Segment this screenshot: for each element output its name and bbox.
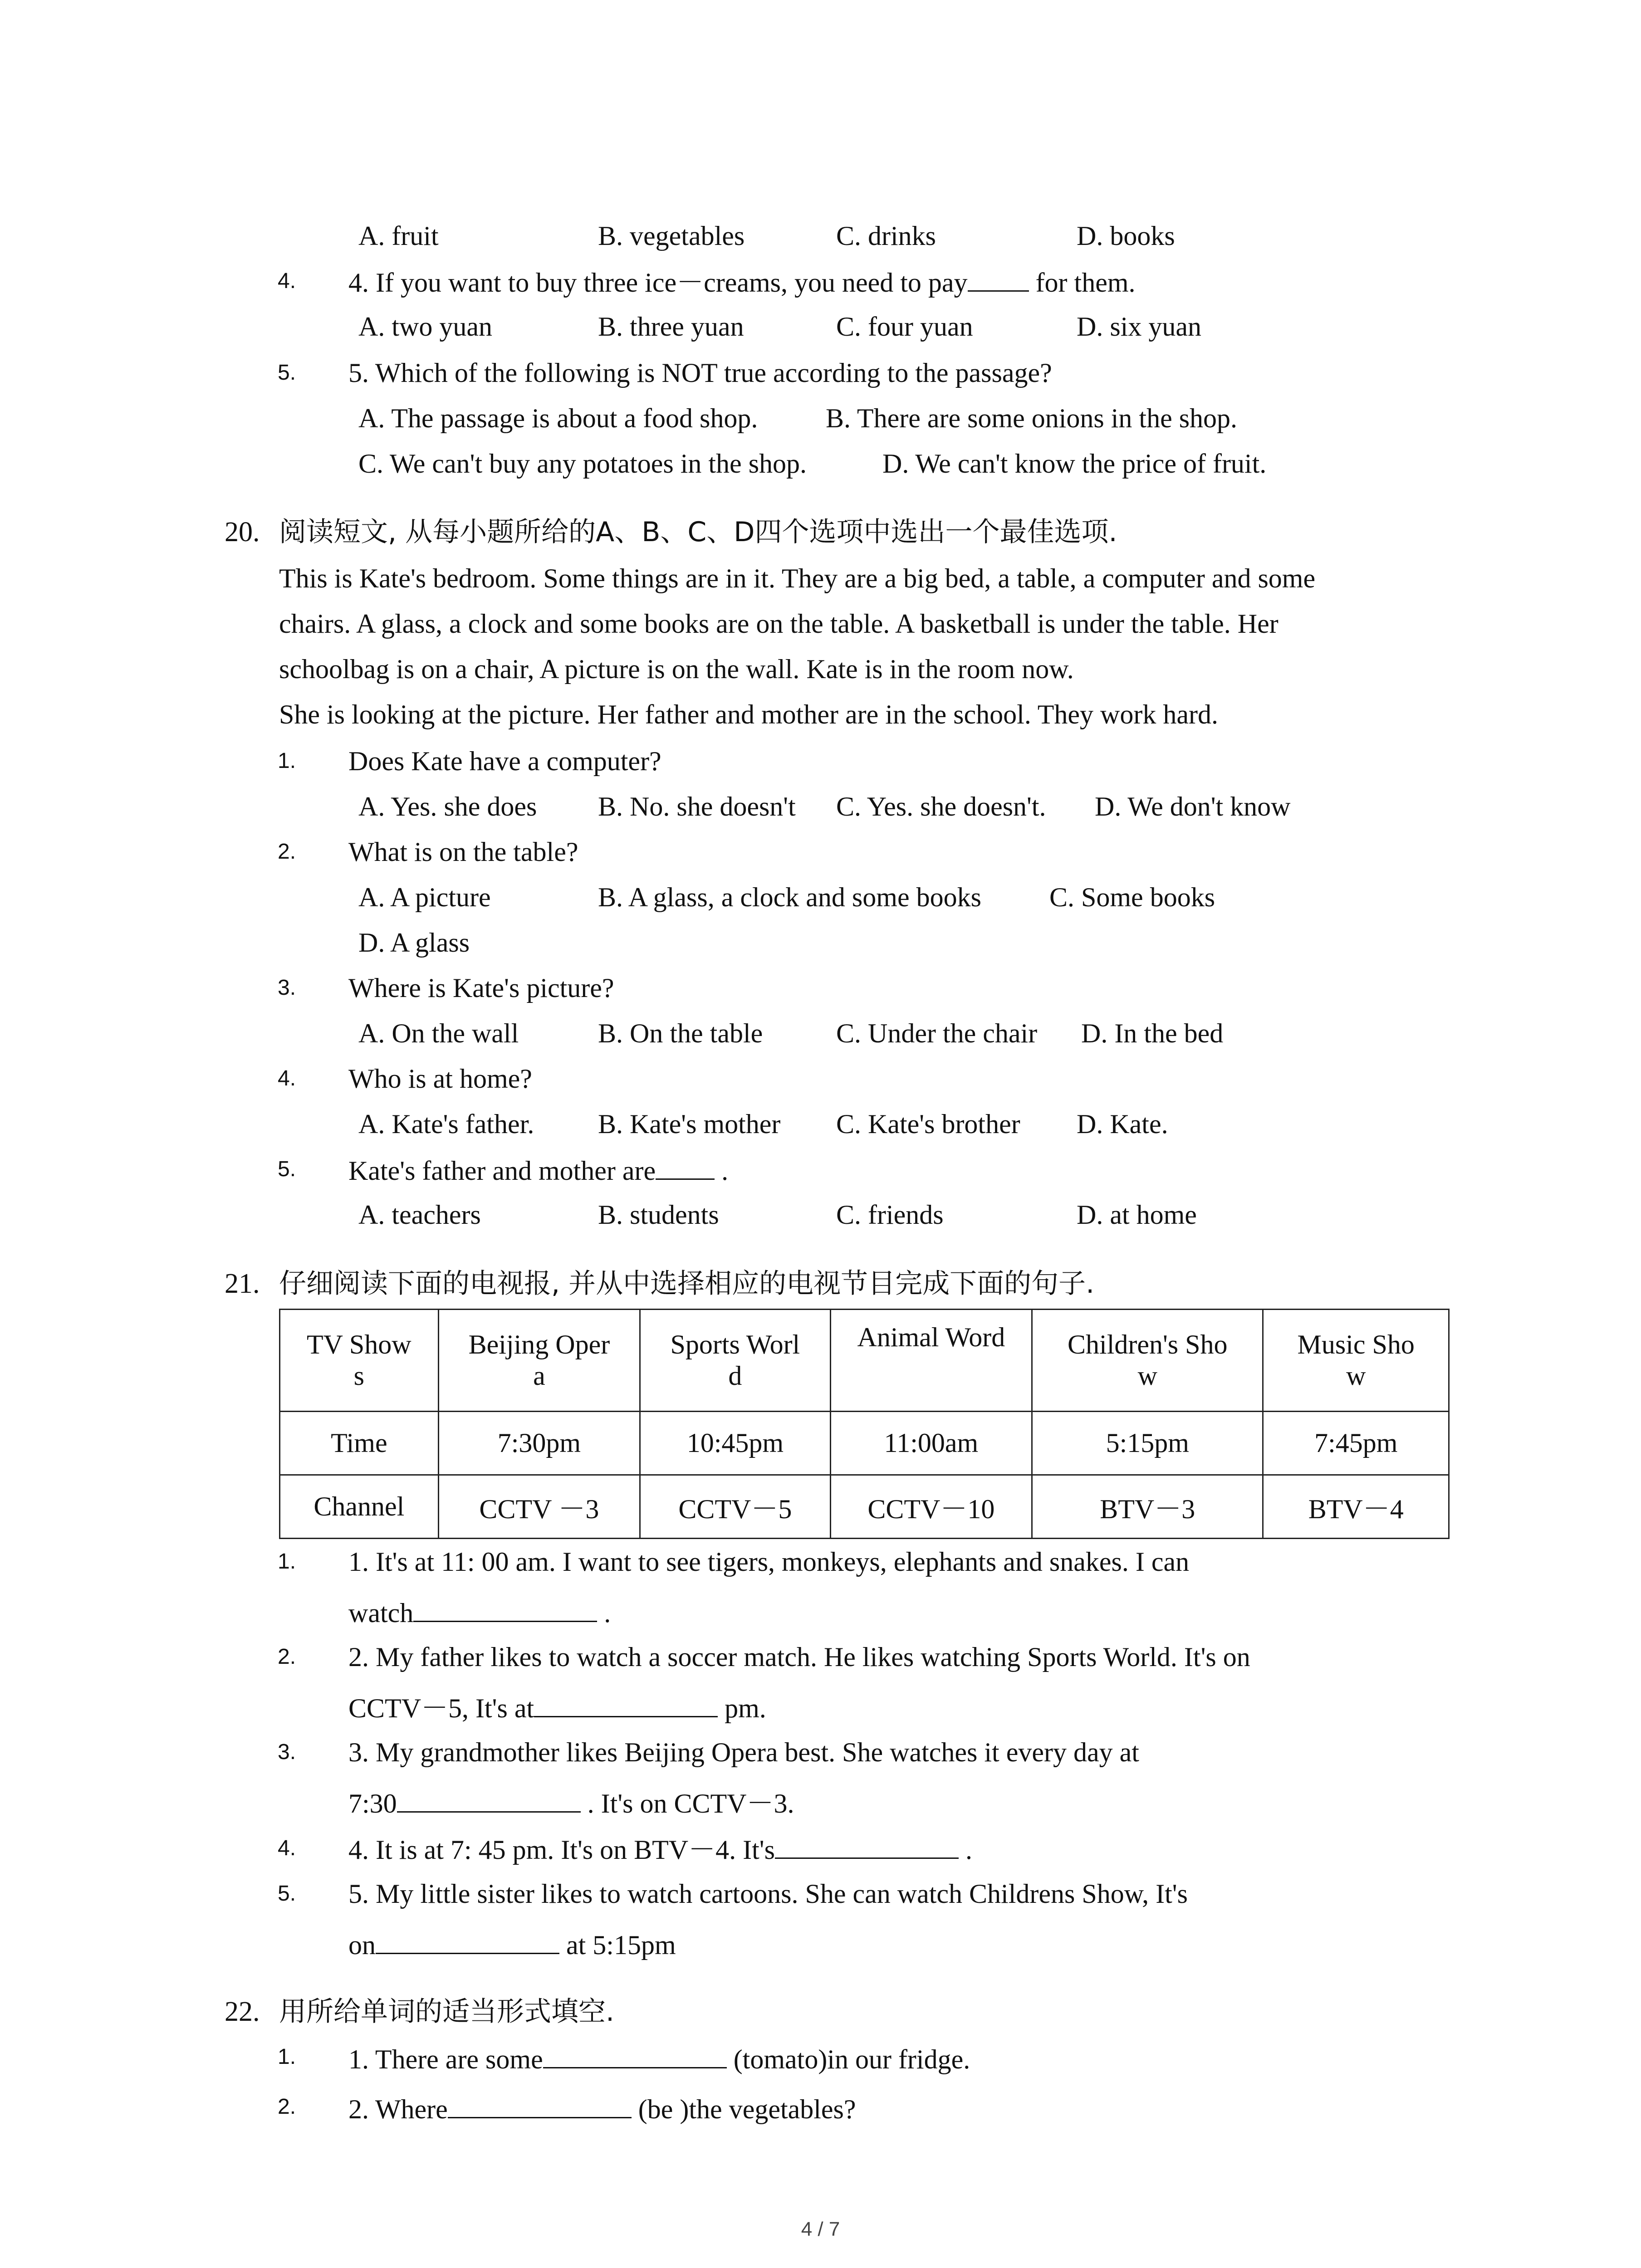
answer-blank — [448, 2090, 632, 2118]
option: B. No. she doesn't — [598, 792, 796, 821]
table-cell: CCTV－5 — [640, 1475, 831, 1539]
option: A. fruit — [358, 221, 439, 251]
question-number: 2. — [278, 1645, 296, 1669]
answer-blank — [397, 1784, 581, 1813]
passage-line: schoolbag is on a chair, A picture is on the wall. Kate is in the room now. — [279, 654, 1074, 684]
option: D. six yuan — [1077, 312, 1201, 342]
option: B. three yuan — [598, 312, 744, 342]
option: D. In the bed — [1081, 1018, 1224, 1048]
table-cell: Children's Sho w — [1032, 1310, 1263, 1412]
table-row — [280, 1475, 1449, 1539]
passage-line: This is Kate's bedroom. Some things are in it. They are a big bed, a table, a computer and some — [279, 563, 1316, 593]
question-number: 2. — [278, 2095, 296, 2119]
option: D. at home — [1077, 1200, 1197, 1230]
question-number: 3. — [278, 976, 296, 1000]
question-text: 7:30 . It's on CCTV－3. — [348, 1784, 794, 1822]
question-text: 4. If you want to buy three ice－creams, you need to pay for them. — [348, 263, 1136, 301]
option: A. Yes. she does — [358, 792, 537, 821]
question-number: 1. — [278, 749, 296, 773]
table-cell: 7:45pm — [1263, 1412, 1449, 1475]
question-number: 4. — [278, 1066, 296, 1090]
question-text: 1. It's at 11: 00 am. I want to see tigers, monkeys, elephants and snakes. I can — [348, 1547, 1190, 1577]
option: A. Kate's father. — [358, 1109, 534, 1139]
question-number: 1. — [278, 1549, 296, 1574]
option: A. A picture — [358, 882, 491, 912]
section-number: 20. — [225, 517, 260, 547]
question-number: 3. — [278, 1740, 296, 1764]
section-number: 22. — [225, 1996, 260, 2027]
option: C. Some books — [1049, 882, 1215, 912]
question-text: 1. There are some (tomato)in our fridge. — [348, 2040, 970, 2077]
table-cell: Music Sho w — [1263, 1310, 1449, 1412]
question-text: What is on the table? — [348, 837, 578, 867]
question-text: on at 5:15pm — [348, 1926, 676, 1963]
option: C. Yes. she doesn't. — [836, 792, 1046, 821]
question-text: 5. Which of the following is NOT true according to the passage? — [348, 358, 1052, 388]
section-instruction: 仔细阅读下面的电视报, 并从中选择相应的电视节目完成下面的句子. — [279, 1268, 1095, 1300]
option: D. We can't know the price of fruit. — [882, 449, 1267, 479]
answer-blank — [413, 1593, 597, 1622]
table-cell: BTV－3 — [1032, 1475, 1263, 1539]
question-text: 2. My father likes to watch a soccer match. He likes watching Sports World. It's on — [348, 1642, 1250, 1672]
option: A. teachers — [358, 1200, 481, 1230]
question-number: 2. — [278, 840, 296, 864]
question-text: Who is at home? — [348, 1064, 532, 1094]
answer-blank — [376, 1926, 559, 1954]
option: C. four yuan — [836, 312, 973, 342]
table-cell: BTV－4 — [1263, 1475, 1449, 1539]
question-number: 5. — [278, 361, 296, 385]
question-number: 5. — [278, 1157, 296, 1181]
option: D. Kate. — [1077, 1109, 1168, 1139]
option: B. students — [598, 1200, 719, 1230]
option: B. There are some onions in the shop. — [826, 403, 1238, 433]
question-number: 4. — [278, 269, 296, 293]
table-cell: CCTV －3 — [438, 1475, 640, 1539]
answer-blank — [543, 2040, 727, 2068]
page-number: 4 / 7 — [801, 2218, 840, 2240]
option: B. Kate's mother — [598, 1109, 781, 1139]
tv-schedule-table — [279, 1309, 1450, 1539]
table-cell: Beijing Oper a — [438, 1310, 640, 1412]
question-number: 5. — [278, 1882, 296, 1906]
table-cell: 7:30pm — [438, 1412, 640, 1475]
question-number: 4. — [278, 1836, 296, 1860]
question-text: 5. My little sister likes to watch cartoons. She can watch Childrens Show, It's — [348, 1879, 1188, 1909]
option: A. On the wall — [358, 1018, 519, 1048]
question-text: Does Kate have a computer? — [348, 746, 661, 776]
answer-blank — [534, 1689, 718, 1717]
option: B. On the table — [598, 1018, 763, 1048]
question-number: 1. — [278, 2045, 296, 2069]
table-row — [280, 1412, 1449, 1475]
table-cell: 5:15pm — [1032, 1412, 1263, 1475]
section-instruction: 用所给单词的适当形式填空. — [279, 1996, 615, 2028]
option: C. drinks — [836, 221, 936, 251]
table-row — [280, 1310, 1449, 1412]
option: D. We don't know — [1095, 792, 1291, 821]
question-text: Kate's father and mother are . — [348, 1151, 728, 1189]
section-instruction: 阅读短文, 从每小题所给的A、B、C、D四个选项中选出一个最佳选项. — [279, 516, 1117, 548]
section-number: 21. — [225, 1268, 260, 1299]
answer-blank — [775, 1830, 959, 1859]
option: C. We can't buy any potatoes in the shop. — [358, 449, 807, 479]
question-text: 2. Where (be )the vegetables? — [348, 2090, 856, 2127]
question-text: watch . — [348, 1593, 611, 1631]
option: B. vegetables — [598, 221, 745, 251]
table-cell: TV Show s — [280, 1310, 439, 1412]
answer-blank — [656, 1151, 715, 1180]
table-cell: Sports Worl d — [640, 1310, 831, 1412]
answer-blank — [968, 263, 1029, 292]
question-text: CCTV－5, It's at pm. — [348, 1689, 766, 1726]
table-cell: Animal Word — [830, 1310, 1032, 1412]
option: D. books — [1077, 221, 1175, 251]
passage-line: chairs. A glass, a clock and some books are on the table. A basketball is under the table. Her — [279, 609, 1279, 639]
option: A. The passage is about a food shop. — [358, 403, 758, 433]
option: C. Kate's brother — [836, 1109, 1020, 1139]
table-cell: 10:45pm — [640, 1412, 831, 1475]
question-text: 4. It is at 7: 45 pm. It's on BTV－4. It's . — [348, 1830, 972, 1868]
option: A. two yuan — [358, 312, 492, 342]
option: D. A glass — [358, 928, 470, 958]
passage-line: She is looking at the picture. Her father and mother are in the school. They work hard. — [279, 699, 1218, 729]
option: C. friends — [836, 1200, 944, 1230]
table-cell: CCTV－10 — [830, 1475, 1032, 1539]
option: B. A glass, a clock and some books — [598, 882, 981, 912]
table-cell: 11:00am — [830, 1412, 1032, 1475]
option: C. Under the chair — [836, 1018, 1038, 1048]
question-text: Where is Kate's picture? — [348, 973, 614, 1003]
table-cell: Channel — [280, 1475, 439, 1539]
question-text: 3. My grandmother likes Beijing Opera best. She watches it every day at — [348, 1737, 1139, 1767]
table-cell: Time — [280, 1412, 439, 1475]
